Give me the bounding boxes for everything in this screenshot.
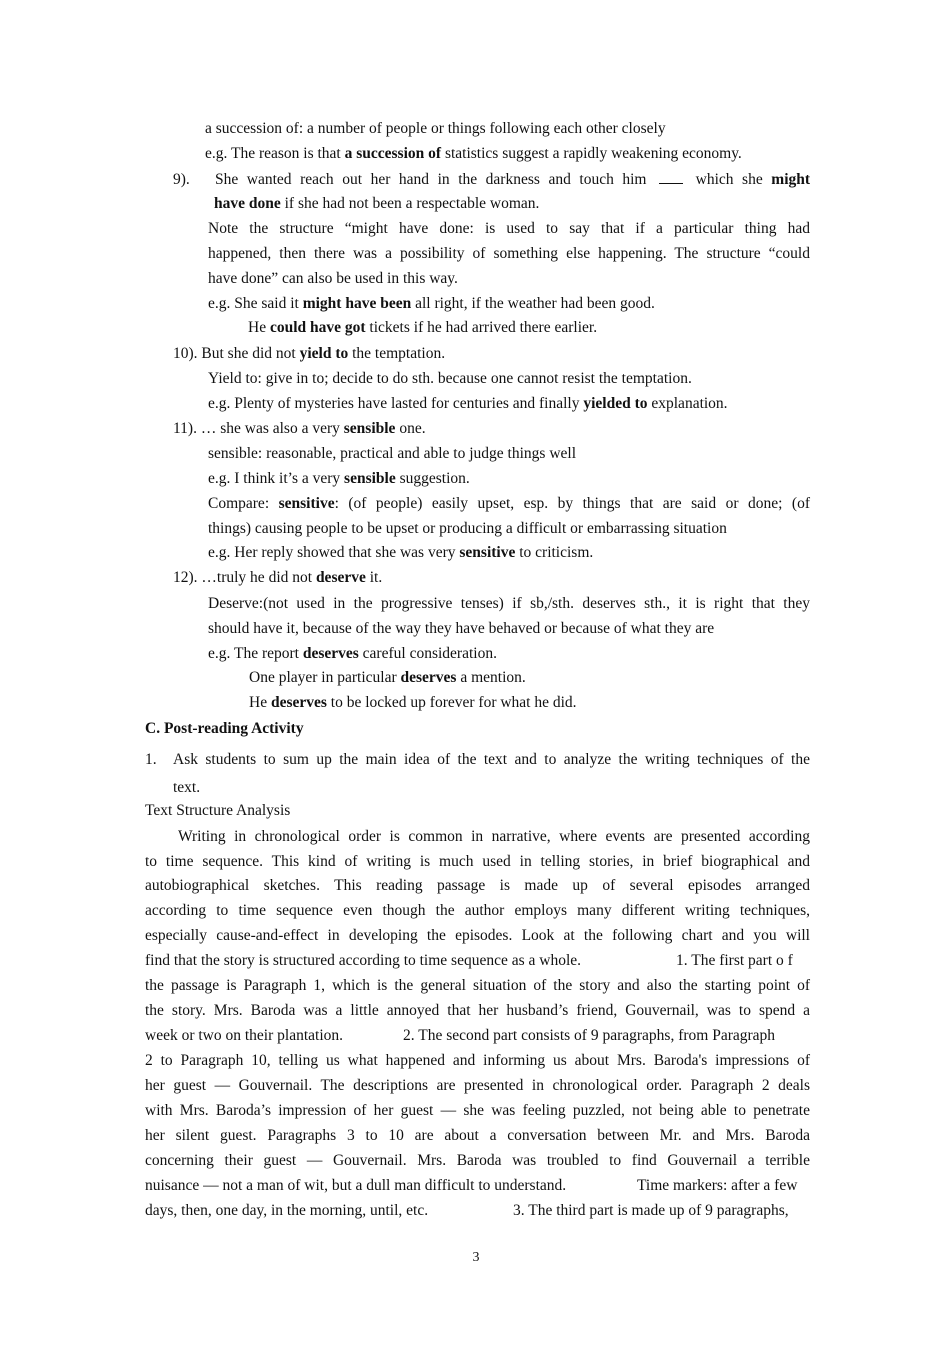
item-number: 9). — [173, 171, 190, 188]
bold-term: deserves — [270, 694, 327, 711]
paragraph-line-16a — [145, 1201, 428, 1221]
paragraph-line-3 — [145, 876, 810, 896]
text: the temptation. — [348, 345, 446, 362]
bold-term: deserve — [315, 569, 366, 586]
section-heading — [145, 719, 304, 739]
text: Note the structure “might have done: is used to say that if a particular thing had — [208, 220, 810, 237]
item-9-line-1 — [173, 170, 810, 190]
text: Text Structure Analysis — [145, 802, 291, 819]
bold-term: sensible — [343, 420, 396, 437]
text: e.g. Plenty of mysteries have lasted for centuries and finally — [208, 395, 584, 412]
text: according to time sequence even though the author employs many different writing techniques, — [145, 902, 810, 919]
example-could-have-got — [248, 318, 597, 338]
paragraph-line-4 — [145, 901, 810, 921]
text: e.g. Her reply showed that she was very — [208, 544, 460, 561]
note-line-3 — [208, 269, 458, 289]
definition-succession — [205, 119, 666, 139]
text: 2 to Paragraph 10, telling us what happened and informing us about Mrs. Baroda's impressions of — [145, 1052, 810, 1069]
bold-term: have done — [214, 195, 281, 212]
text: concerning their guest — Gouvernail. Mrs. Baroda was troubled to find Gouvernail a terrible — [145, 1152, 810, 1169]
paragraph-line-15a — [145, 1176, 566, 1196]
text: He — [248, 319, 270, 336]
text: text. — [173, 779, 201, 796]
paragraph-line-11 — [145, 1076, 810, 1096]
paragraph-line-16b — [513, 1201, 789, 1221]
text: a succession of: a number of people or things following each other closely — [205, 120, 666, 137]
text: C. Post-reading Activity — [145, 720, 304, 737]
text: autobiographical sketches. This reading passage is made up of several episodes arranged — [145, 877, 810, 894]
item-number: 1. — [145, 751, 157, 768]
example-sensitive — [208, 543, 593, 563]
page-number: 3 — [472, 1250, 480, 1265]
text: one. — [395, 420, 426, 437]
text: if she had not been a respectable woman. — [280, 195, 540, 212]
paragraph-line-5 — [145, 926, 810, 946]
text: to time sequence. This kind of writing is much used in telling stories, in brief biographical and — [145, 853, 810, 870]
subheading — [145, 801, 290, 821]
definition-deserve-line-1 — [208, 594, 810, 614]
text: careful consideration. — [358, 645, 497, 662]
paragraph-line-6b — [676, 951, 793, 971]
paragraph-line-14 — [145, 1151, 810, 1171]
compare-sensitive-line-2 — [208, 519, 727, 539]
activity-1-line-1 — [145, 750, 810, 770]
paragraph-line-2 — [145, 852, 810, 872]
text: the story. Mrs. Baroda was a little annoyed that her husband’s friend, Gouvernail, was to spend a — [145, 1002, 810, 1019]
text: 3. The third part is made up of 9 paragraphs, — [513, 1202, 789, 1219]
text: Ask students to sum up the main idea of the text and to analyze the writing techniques of the — [173, 751, 810, 768]
text: e.g. She said it — [208, 295, 303, 312]
text: Yield to: give in to; decide to do sth. because one cannot resist the temptation. — [208, 370, 692, 387]
text: suggestion. — [395, 470, 470, 487]
text: Writing in chronological order is common in narrative, where events are presented according — [178, 828, 810, 845]
text: 11). … she was also a very — [173, 420, 344, 437]
example-deserves-2 — [249, 668, 526, 688]
text: He — [249, 694, 271, 711]
text: sensible: reasonable, practical and able to judge things well — [208, 445, 577, 462]
text: Compare: — [208, 495, 279, 512]
paragraph-line-15b — [637, 1176, 797, 1196]
text: tickets if he had arrived there earlier. — [365, 319, 598, 336]
text: e.g. The report — [208, 645, 303, 662]
bold-term: sensible — [344, 470, 396, 487]
definition-yield-to — [208, 369, 692, 389]
text: all right, if the weather had been good. — [411, 295, 655, 312]
bold-term: deserves — [400, 669, 457, 686]
example-sensible — [208, 469, 470, 489]
blank-underline — [659, 171, 683, 184]
text: should have it, because of the way they have behaved or because of what they are — [208, 620, 715, 637]
text: Deserve:(not used in the progressive tenses) if sb,/sth. deserves sth., it is right that they — [208, 595, 810, 612]
paragraph-line-10 — [145, 1051, 810, 1071]
text: find that the story is structured according to time sequence as a whole. — [145, 952, 582, 969]
paragraph-line-13 — [145, 1126, 810, 1146]
text: especially cause-and-effect in developing the episodes. Look at the following chart and you will — [145, 927, 810, 944]
paragraph-line-12 — [145, 1101, 810, 1121]
text: which she — [695, 171, 763, 188]
note-line-1 — [208, 219, 810, 239]
text: a mention. — [456, 669, 526, 686]
text: nuisance — not a man of wit, but a dull man difficult to understand. — [145, 1177, 567, 1194]
text: 1. The first part o f — [676, 952, 793, 969]
bold-term: a succession of — [344, 145, 442, 162]
text: to be locked up forever for what he did. — [326, 694, 577, 711]
definition-sensible — [208, 444, 576, 464]
paragraph-line-7 — [145, 976, 810, 996]
bold-term: sensitive — [278, 495, 335, 512]
paragraph-line-6a — [145, 951, 581, 971]
text: week or two on their plantation. — [145, 1027, 344, 1044]
text: her silent guest. Paragraphs 3 to 10 are about a conversation between Mr. and Mrs. Baroda — [145, 1127, 810, 1144]
bold-term: could have got — [269, 319, 366, 336]
example-might-have-been — [208, 294, 655, 314]
text: Time markers: after a few — [637, 1177, 798, 1194]
text: days, then, one day, in the morning, until, etc. — [145, 1202, 429, 1219]
text: explanation. — [647, 395, 728, 412]
example-deserves-3 — [249, 693, 577, 713]
text: things) causing people to be upset or producing a difficult or embarrassing situation — [208, 520, 727, 537]
bold-term: might — [771, 171, 811, 188]
text: She wanted reach out her hand in the darkness and touch him — [215, 171, 647, 188]
bold-term: yield to — [299, 345, 349, 362]
text: 12). …truly he did not — [173, 569, 316, 586]
text: statistics suggest a rapidly weakening economy. — [441, 145, 742, 162]
text: with Mrs. Baroda’s impression of her guest — she was feeling puzzled, not being able to penetrate — [145, 1102, 810, 1119]
text: have done” can also be used in this way. — [208, 270, 458, 287]
paragraph-line-1 — [178, 827, 810, 847]
item-12 — [173, 568, 382, 588]
text: e.g. The reason is that — [205, 145, 345, 162]
text: the passage is Paragraph 1, which is the general situation of the story and also the starting point of — [145, 977, 810, 994]
paragraph-line-9b — [403, 1026, 775, 1046]
text: e.g. I think it’s a very — [208, 470, 345, 487]
text: One player in particular — [249, 669, 401, 686]
item-9-line-2 — [214, 194, 539, 214]
compare-sensitive-line-1 — [208, 494, 810, 514]
activity-1-line-2 — [173, 778, 200, 798]
bold-term: might have been — [302, 295, 412, 312]
text: 10). But she did not — [173, 345, 300, 362]
text: happened, then there was a possibility of something else happening. The structure “could — [208, 245, 810, 262]
text: it. — [365, 569, 383, 586]
item-10 — [173, 344, 445, 364]
note-line-2 — [208, 244, 810, 264]
paragraph-line-9a — [145, 1026, 343, 1046]
example-succession — [205, 144, 742, 164]
item-11 — [173, 419, 426, 439]
text: : (of people) easily upset, esp. by things that are said or done; (of — [334, 495, 810, 512]
example-yielded-to — [208, 394, 728, 414]
definition-deserve-line-2 — [208, 619, 714, 639]
bold-term: deserves — [302, 645, 359, 662]
text: 2. The second part consists of 9 paragraphs, from Paragraph — [403, 1027, 776, 1044]
text: to criticism. — [515, 544, 594, 561]
paragraph-line-8 — [145, 1001, 810, 1021]
text: her guest — Gouvernail. The descriptions are presented in chronological order. Paragraph 2 deals — [145, 1077, 810, 1094]
bold-term: yielded to — [583, 395, 648, 412]
example-deserves-1 — [208, 644, 497, 664]
bold-term: sensitive — [459, 544, 516, 561]
